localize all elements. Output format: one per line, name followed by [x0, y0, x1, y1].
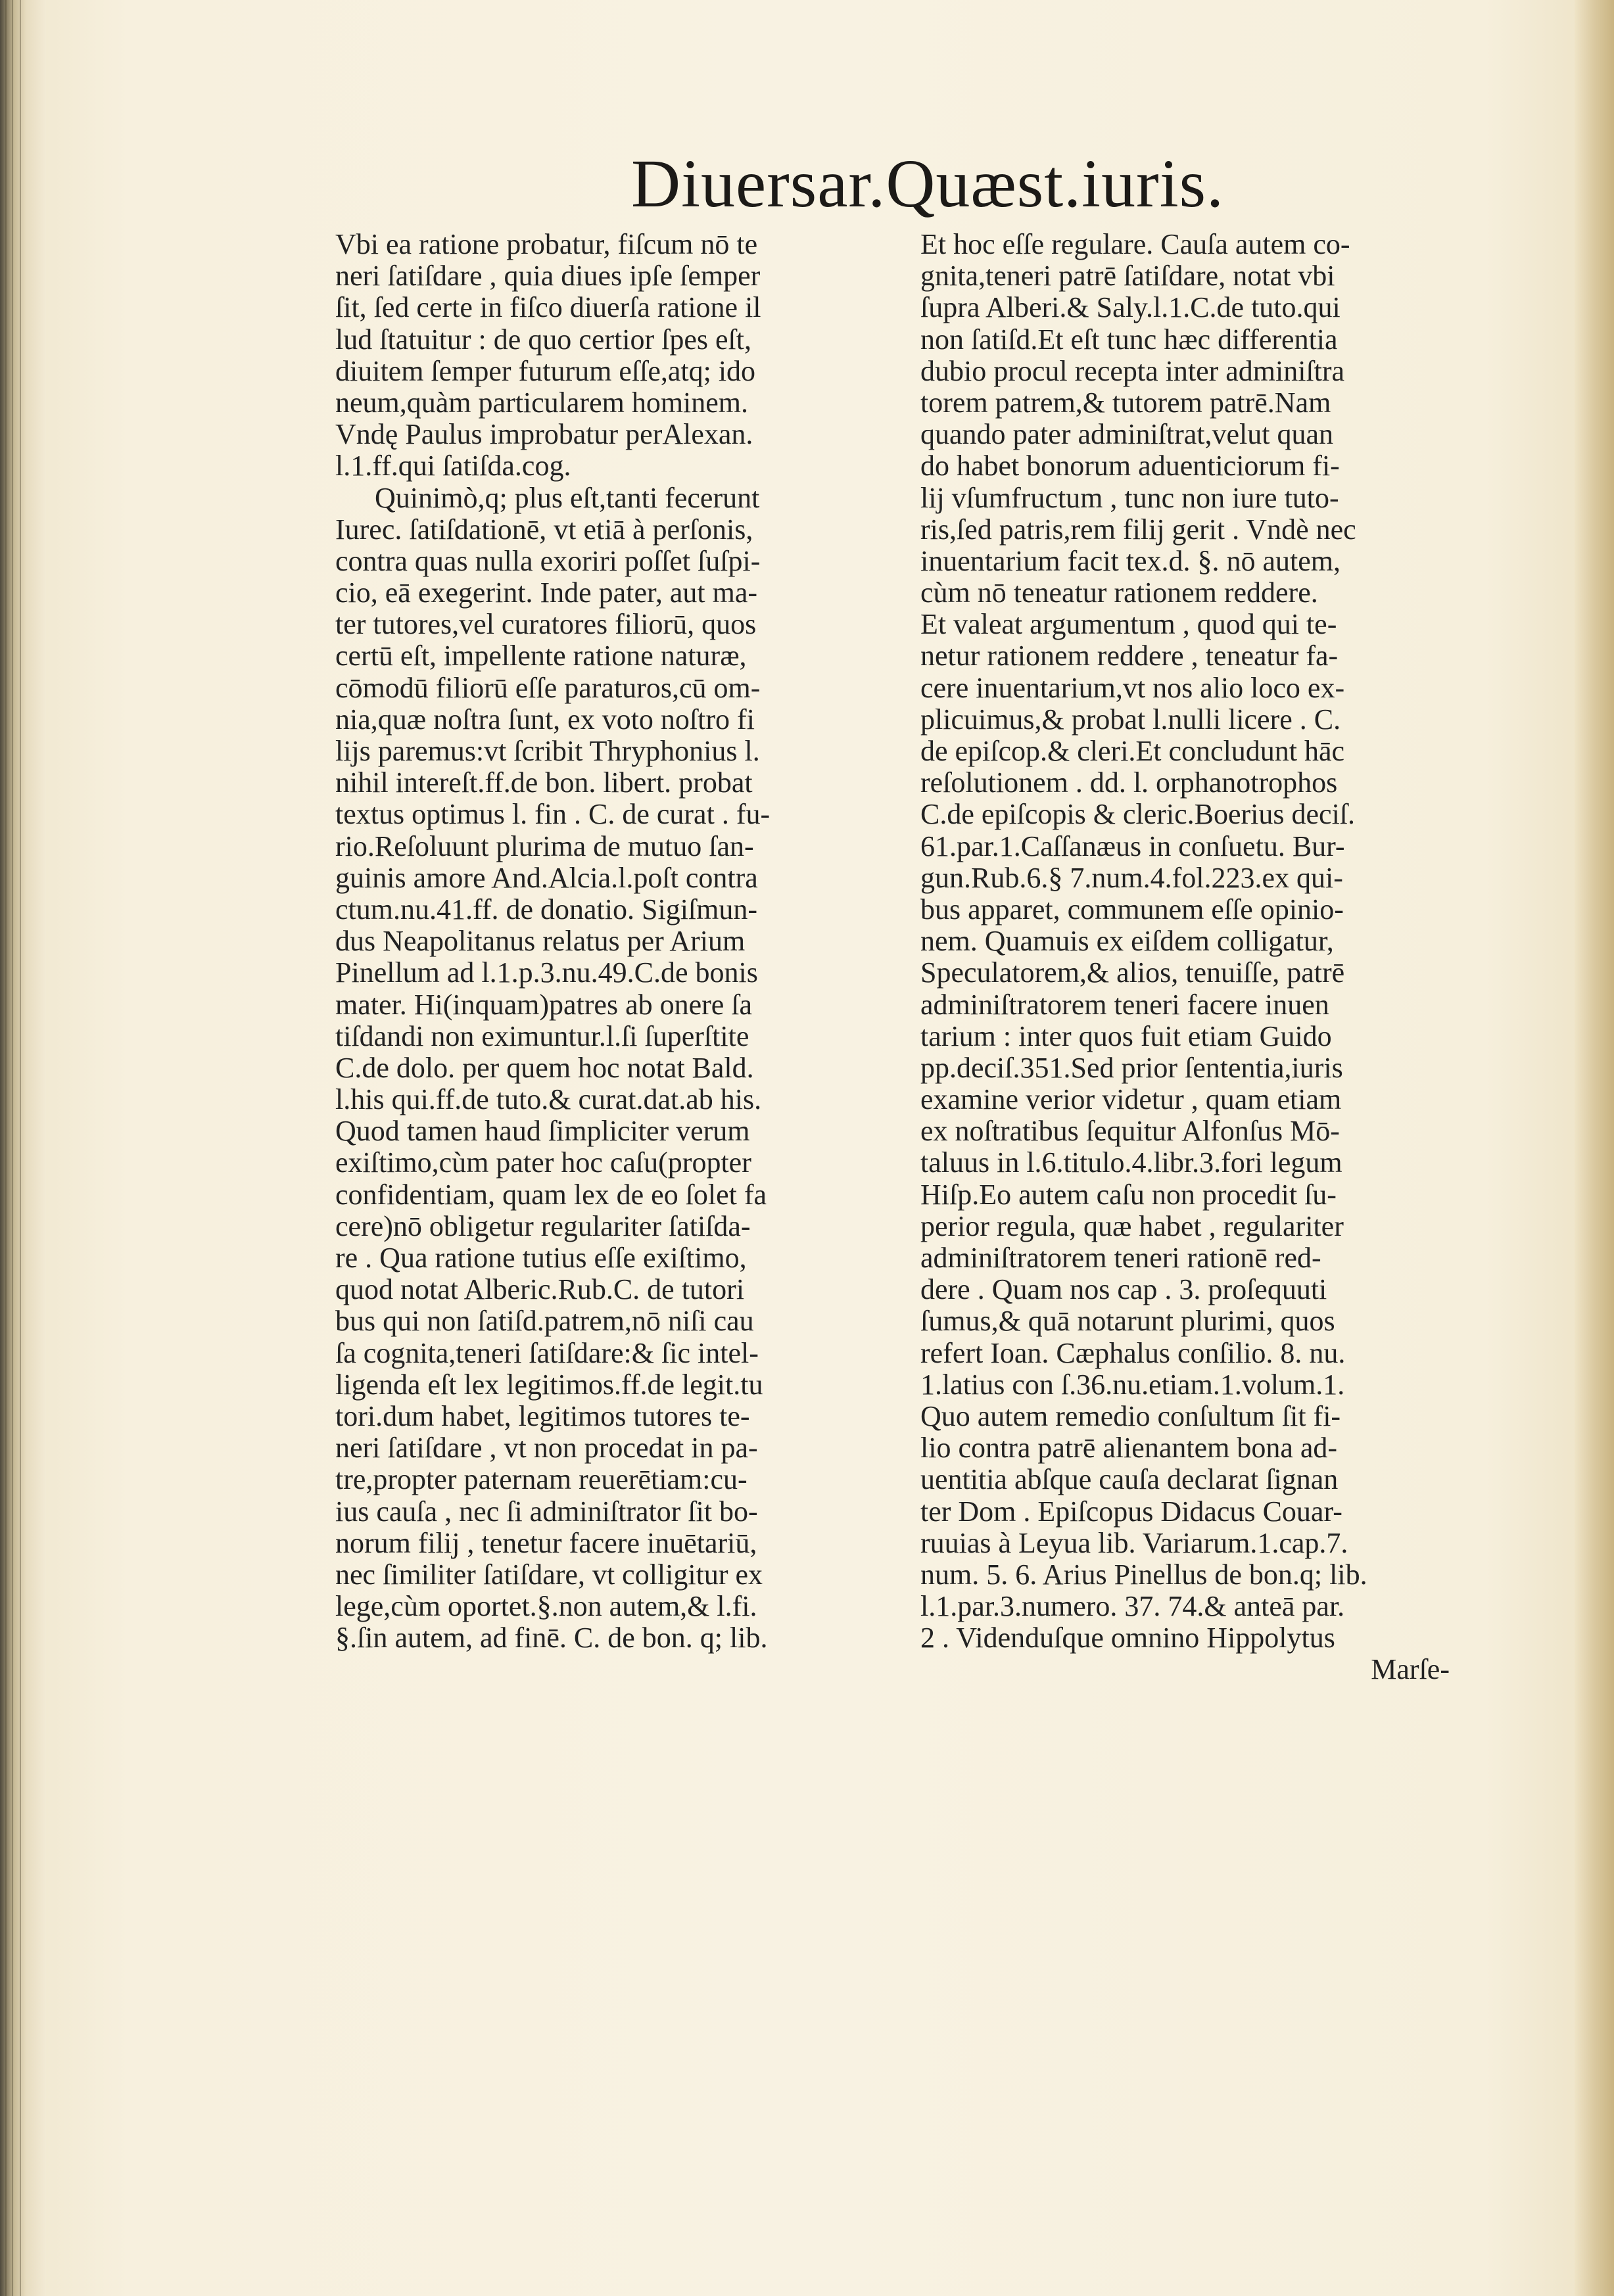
text-line: ligenda eſt lex legitimos.ff.de legit.tu — [335, 1368, 763, 1401]
text-line: taluus in l.6.titulo.4.libr.3.fori legum — [920, 1146, 1342, 1179]
right-text-column — [920, 229, 1486, 1686]
text-line: quod notat Alberic.Rub.C. de tutori — [335, 1273, 745, 1306]
text-line: tre,propter paternam reuerētiam:cu- — [335, 1463, 748, 1496]
text-line: neri ſatiſdare , vt non procedat in pa- — [335, 1432, 758, 1464]
text-line: cio, eā exegerint. Inde pater, aut ma- — [335, 576, 758, 609]
text-line: ctum.nu.41.ff. de donatio. Sigiſmun- — [335, 893, 758, 925]
text-line: Et hoc eſſe regulare. Cauſa autem co- — [920, 228, 1350, 260]
text-line: rio.Reſoluunt plurima de mutuo ſan- — [335, 830, 754, 862]
text-line: Quinimò,q; plus eſt,tanti fecerunt — [375, 481, 760, 514]
text-line: ſit, ſed certe in fiſco diuerſa ratione il — [335, 291, 761, 324]
text-line: lij vſumfructum , tunc non iure tuto- — [920, 481, 1339, 514]
text-line: lege,cùm oportet.§.non autem,& l.fi. — [335, 1590, 757, 1623]
text-line: re . Qua ratione tutius eſſe exiſtimo, — [335, 1242, 747, 1274]
text-line: ſupra Alberi.& Saly.l.1.C.de tuto.qui — [920, 291, 1341, 324]
text-line: §.ſin autem, ad finē. C. de bon. q; lib. — [335, 1622, 768, 1654]
text-line: inuentarium facit tex.d. §. nō autem, — [920, 544, 1341, 577]
text-line: Et valeat argumentum , quod qui te- — [920, 608, 1337, 641]
text-line: nihil intereſt.ff.de bon. libert. probat — [335, 766, 753, 799]
text-line: l.1.par.3.numero. 37. 74.& anteā par. — [920, 1590, 1345, 1623]
text-line: 1.latius con ſ.36.nu.etiam.1.volum.1. — [920, 1368, 1345, 1401]
text-line: guinis amore And.Alcia.l.poſt contra — [335, 861, 758, 894]
text-line: certū eſt, impellente ratione naturæ, — [335, 640, 747, 672]
text-line: lio contra patrē alienantem bona ad- — [920, 1432, 1338, 1464]
text-line: nec ſimiliter ſatiſdare, vt colligitur ex — [335, 1558, 763, 1591]
text-line: cùm nō teneatur rationem reddere. — [920, 576, 1318, 609]
text-line: refert Ioan. Cæphalus conſilio. 8. nu. — [920, 1336, 1346, 1369]
text-line: ius cauſa , nec ſi adminiſtrator ſit bo- — [335, 1495, 758, 1528]
text-line: gnita,teneri patrē ſatiſdare, notat vbi — [920, 260, 1335, 293]
book-page — [39, 0, 1575, 2296]
text-line: tori.dum habet, legitimos tutores te- — [335, 1399, 750, 1432]
text-line: dere . Quam nos cap . 3. proſequuti — [920, 1273, 1327, 1306]
text-line: ter Dom . Epiſcopus Didacus Couar- — [920, 1495, 1342, 1528]
text-line: ex noſtratibus ſequitur Alfonſus Mō- — [920, 1115, 1340, 1148]
text-line: 2 . Videnduſque omnino Hippolytus — [920, 1622, 1335, 1654]
text-line: C.de dolo. per quem hoc notat Bald. — [335, 1051, 754, 1084]
text-line: adminiſtratorem teneri facere inuen — [920, 988, 1329, 1021]
text-line: non ſatiſd.Et eſt tunc hæc differentia — [920, 323, 1338, 356]
text-line: examine verior videtur , quam etiam — [920, 1083, 1342, 1116]
text-line: dubio procul recepta inter adminiſtra — [920, 354, 1345, 387]
text-line: ruuias à Leyua lib. Variarum.1.cap.7. — [920, 1526, 1348, 1559]
text-line: exiſtimo,cùm pater hoc caſu(propter — [335, 1146, 751, 1179]
text-line: do habet bonorum aduenticiorum fi- — [920, 450, 1340, 482]
text-line: cere inuentarium,vt nos alio loco ex- — [920, 671, 1345, 704]
text-line: perior regula, quæ habet , regulariter — [920, 1209, 1344, 1242]
text-line: uentitia abſque cauſa declarat ſignan — [920, 1463, 1339, 1496]
text-line: num. 5. 6. Arius Pinellus de bon.q; lib. — [920, 1558, 1367, 1591]
text-line: contra quas nulla exoriri poſſet ſuſpi- — [335, 544, 761, 577]
text-line: pp.deciſ.351.Sed prior ſententia,iuris — [920, 1051, 1343, 1084]
text-line: Iurec. ſatiſdationē, vt etiā à perſonis, — [335, 513, 753, 546]
text-line: 61.par.1.Caſſanæus in conſuetu. Bur- — [920, 830, 1345, 862]
catchword: Marſe- — [1371, 1653, 1450, 1686]
text-line: ris,ſed patris,rem filij gerit . Vndè nec — [920, 513, 1356, 546]
text-line: Speculatorem,& alios, tenuiſſe, patrē — [920, 956, 1345, 989]
text-line: de epiſcop.& cleri.Et concludunt hāc — [920, 735, 1345, 767]
text-line: lud ſtatuitur : de quo certior ſpes eſt, — [335, 323, 751, 356]
text-line: Pinellum ad l.1.p.3.nu.49.C.de bonis — [335, 956, 758, 989]
text-line: nia,quæ noſtra ſunt, ex voto noſtro fi — [335, 703, 755, 736]
text-line: C.de epiſcopis & cleric.Boerius deciſ. — [920, 798, 1356, 831]
text-line: Quod tamen haud ſimpliciter verum — [335, 1115, 750, 1148]
text-line: bus qui non ſatiſd.patrem,nō niſi cau — [335, 1305, 754, 1338]
text-line: gun.Rub.6.§ 7.num.4.fol.223.ex qui- — [920, 861, 1343, 894]
text-line: tiſdandi non eximuntur.l.ſi ſuperſtite — [335, 1019, 749, 1052]
text-line: lijs paremus:vt ſcribit Thryphonius l. — [335, 735, 760, 767]
text-line: ter tutores,vel curatores filiorū, quos — [335, 608, 757, 641]
text-line: torem patrem,& tutorem patrē.Nam — [920, 386, 1331, 419]
text-line: textus optimus l. fin . C. de curat . fu- — [335, 798, 771, 831]
text-line: reſolutionem . dd. l. orphanotrophos — [920, 766, 1338, 799]
text-line: l.1.ff.qui ſatiſda.cog. — [335, 450, 571, 482]
text-line: tarium : inter quos fuit etiam Guido — [920, 1019, 1332, 1052]
text-line: Vndę Paulus improbatur perAlexan. — [335, 418, 753, 451]
text-line: cōmodū filiorū eſſe paraturos,cū om- — [335, 671, 761, 704]
text-line: bus apparet, communem eſſe opinio- — [920, 893, 1344, 925]
text-line: l.his qui.ff.de tuto.& curat.dat.ab his. — [335, 1083, 762, 1116]
text-line: Quo autem remedio conſultum ſit fi- — [920, 1399, 1341, 1432]
text-line: nem. Quamuis ex eiſdem colligatur, — [920, 925, 1334, 958]
text-line: diuitem ſemper futurum eſſe,atq; ido — [335, 354, 756, 387]
text-line: mater. Hi(inquam)patres ab onere ſa — [335, 988, 753, 1021]
text-line: netur rationem reddere , teneatur fa- — [920, 640, 1339, 672]
text-line: dus Neapolitanus relatus per Arium — [335, 925, 746, 958]
text-line: adminiſtratorem teneri rationē red- — [920, 1242, 1321, 1274]
text-line: plicuimus,& probat l.nulli licere . C. — [920, 703, 1341, 736]
text-line: ſumus,& quā notarunt plurimi, quos — [920, 1305, 1335, 1338]
text-line: neum,quàm particularem hominem. — [335, 386, 749, 419]
text-line: ſa cognita,teneri ſatiſdare:& ſic intel- — [335, 1336, 759, 1369]
text-line: neri ſatiſdare , quia diues ipſe ſemper — [335, 260, 761, 293]
text-line: Vbi ea ratione probatur, fiſcum nō te — [335, 228, 758, 260]
text-line: Hiſp.Eo autem caſu non procedit ſu- — [920, 1178, 1337, 1211]
running-head: Diuersar.Quæst.iuris. — [631, 146, 1225, 222]
page-edge-right — [1575, 0, 1614, 2296]
left-text-column — [335, 229, 888, 1654]
text-line: norum filij , tenetur facere inuētariū, — [335, 1526, 757, 1559]
text-line: quando pater adminiſtrat,velut quan — [920, 418, 1334, 451]
text-line: confidentiam, quam lex de eo ſolet fa — [335, 1178, 767, 1211]
text-line: cere)nō obligetur regulariter ſatiſda- — [335, 1209, 751, 1242]
